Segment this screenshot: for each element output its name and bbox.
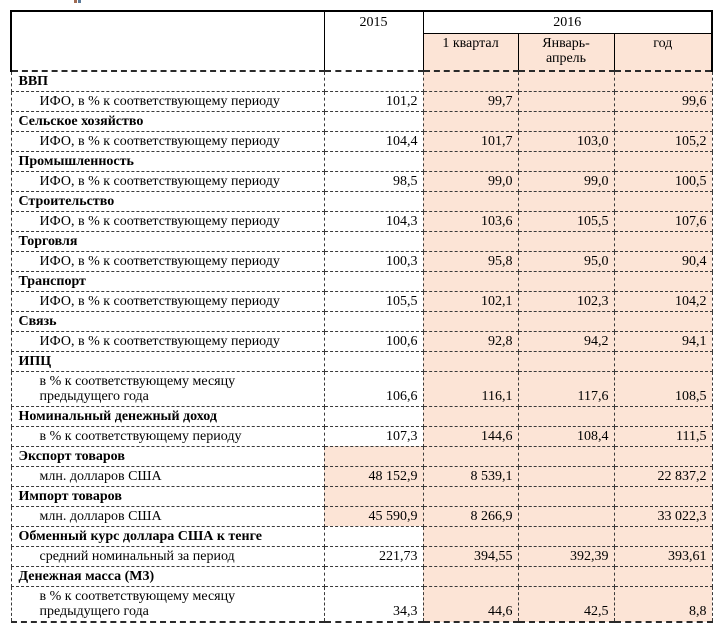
value-cell-2015: 100,6 xyxy=(324,331,423,351)
col-header-2016: 2016 xyxy=(423,11,712,34)
indicators-table xyxy=(10,10,713,623)
value-cell-2016: 8,8 xyxy=(614,586,712,622)
category-row xyxy=(11,406,712,426)
value-cell-2016: 8 266,9 xyxy=(423,506,518,526)
header-row-years xyxy=(11,11,712,34)
row-label: Экспорт товаров xyxy=(18,448,125,464)
row-label: ИФО, в % к соответствующему периоду xyxy=(39,133,280,149)
value-cell-2016: 99,0 xyxy=(518,171,614,191)
value-cell-2016 xyxy=(518,91,614,111)
value-cell-2016: 107,6 xyxy=(614,211,712,231)
row-label: в % к соответствующему месяцу xyxy=(39,588,236,604)
value-cell-2016 xyxy=(614,406,712,426)
data-row xyxy=(11,506,712,526)
indicator-label-cell xyxy=(11,171,324,191)
value-cell-2015 xyxy=(324,566,423,586)
indicator-label-cell xyxy=(11,426,324,446)
row-label: ИФО, в % к соответствующему периоду xyxy=(39,293,280,309)
value-cell-2016 xyxy=(518,406,614,426)
value-cell-2016 xyxy=(614,486,712,506)
value-cell-2015: 45 590,9 xyxy=(324,506,423,526)
row-label: ИПЦ xyxy=(18,353,52,369)
col-header-q1: 1 квартал xyxy=(423,34,518,71)
category-label-cell xyxy=(11,406,324,426)
value-cell-2016: 99,6 xyxy=(614,91,712,111)
category-label-cell xyxy=(11,566,324,586)
category-row xyxy=(11,566,712,586)
row-label: ИФО, в % к соответствующему периоду xyxy=(39,213,280,229)
value-cell-2016: 99,0 xyxy=(423,171,518,191)
value-cell-2016: 394,55 xyxy=(423,546,518,566)
value-cell-2015 xyxy=(324,311,423,331)
value-cell-2016 xyxy=(423,526,518,546)
value-cell-2015: 100,3 xyxy=(324,251,423,271)
indicator-label-cell xyxy=(11,586,324,622)
value-cell-2016 xyxy=(614,231,712,251)
category-label-cell xyxy=(11,151,324,171)
row-label: ИФО, в % к соответствующему периоду xyxy=(39,173,280,189)
value-cell-2016: 108,5 xyxy=(614,371,712,406)
indicator-label-cell xyxy=(11,466,324,486)
value-cell-2016 xyxy=(518,231,614,251)
row-label: Торговля xyxy=(18,233,78,249)
value-cell-2016 xyxy=(423,231,518,251)
category-label-cell xyxy=(11,311,324,331)
value-cell-2015: 105,5 xyxy=(324,291,423,311)
data-row xyxy=(11,251,712,271)
value-cell-2015 xyxy=(324,151,423,171)
value-cell-2016 xyxy=(518,351,614,371)
value-cell-2016: 393,61 xyxy=(614,546,712,566)
indicator-label-cell xyxy=(11,131,324,151)
row-label: в % к соответствующему месяцу xyxy=(39,373,236,389)
value-cell-2016 xyxy=(518,446,614,466)
value-cell-2016: 42,5 xyxy=(518,586,614,622)
value-cell-2016 xyxy=(518,506,614,526)
category-row xyxy=(11,446,712,466)
data-row xyxy=(11,466,712,486)
value-cell-2016: 104,2 xyxy=(614,291,712,311)
value-cell-2015: 107,3 xyxy=(324,426,423,446)
data-row xyxy=(11,91,712,111)
row-label: ВВП xyxy=(18,73,49,89)
category-row xyxy=(11,191,712,211)
category-label-cell xyxy=(11,446,324,466)
value-cell-2016: 102,1 xyxy=(423,291,518,311)
indicator-label-cell xyxy=(11,91,324,111)
data-row xyxy=(11,586,712,622)
row-label: млн. долларов США xyxy=(39,468,162,484)
value-cell-2015: 221,73 xyxy=(324,546,423,566)
value-cell-2016 xyxy=(614,446,712,466)
row-label: ИФО, в % к соответствующему периоду xyxy=(39,333,280,349)
category-row xyxy=(11,71,712,92)
value-cell-2016: 144,6 xyxy=(423,426,518,446)
category-label-cell xyxy=(11,486,324,506)
value-cell-2016 xyxy=(423,151,518,171)
value-cell-2016 xyxy=(518,151,614,171)
category-row xyxy=(11,111,712,131)
indicator-label-cell xyxy=(11,211,324,231)
empty-corner-cell xyxy=(11,11,324,71)
indicator-label-cell xyxy=(11,331,324,351)
value-cell-2016 xyxy=(614,71,712,92)
value-cell-2015 xyxy=(324,406,423,426)
category-row xyxy=(11,351,712,371)
value-cell-2016: 22 837,2 xyxy=(614,466,712,486)
data-row xyxy=(11,211,712,231)
value-cell-2016: 90,4 xyxy=(614,251,712,271)
category-label-cell xyxy=(11,191,324,211)
row-label: млн. долларов США xyxy=(39,508,162,524)
indicator-label-cell xyxy=(11,506,324,526)
value-cell-2015 xyxy=(324,351,423,371)
value-cell-2016 xyxy=(614,191,712,211)
row-label: Транспорт xyxy=(18,273,86,289)
data-row xyxy=(11,131,712,151)
value-cell-2016: 94,2 xyxy=(518,331,614,351)
row-label: средний номинальный за период xyxy=(39,548,235,564)
value-cell-2016 xyxy=(614,151,712,171)
value-cell-2015: 48 152,9 xyxy=(324,466,423,486)
value-cell-2015 xyxy=(324,446,423,466)
category-label-cell xyxy=(11,526,324,546)
value-cell-2016 xyxy=(614,526,712,546)
value-cell-2016 xyxy=(614,271,712,291)
value-cell-2016: 392,39 xyxy=(518,546,614,566)
value-cell-2015 xyxy=(324,271,423,291)
value-cell-2016: 95,0 xyxy=(518,251,614,271)
value-cell-2016 xyxy=(423,406,518,426)
value-cell-2016: 101,7 xyxy=(423,131,518,151)
value-cell-2016: 105,2 xyxy=(614,131,712,151)
row-label: Связь xyxy=(18,313,57,329)
value-cell-2016 xyxy=(518,271,614,291)
value-cell-2016 xyxy=(614,311,712,331)
value-cell-2016: 100,5 xyxy=(614,171,712,191)
data-row xyxy=(11,426,712,446)
value-cell-2015 xyxy=(324,231,423,251)
row-label: Сельское хозяйство xyxy=(18,113,144,129)
col-header-jan-apr: Январь-апрель xyxy=(518,34,614,71)
value-cell-2016 xyxy=(423,486,518,506)
value-cell-2015: 34,3 xyxy=(324,586,423,622)
row-label: Промышленность xyxy=(18,153,134,169)
value-cell-2016 xyxy=(423,271,518,291)
value-cell-2016: 99,7 xyxy=(423,91,518,111)
value-cell-2016: 33 022,3 xyxy=(614,506,712,526)
value-cell-2016: 108,4 xyxy=(518,426,614,446)
data-row xyxy=(11,171,712,191)
value-cell-2015: 98,5 xyxy=(324,171,423,191)
row-label: Строительство xyxy=(18,193,115,209)
value-cell-2016 xyxy=(423,191,518,211)
value-cell-2016: 44,6 xyxy=(423,586,518,622)
value-cell-2016 xyxy=(518,191,614,211)
value-cell-2016 xyxy=(518,111,614,131)
value-cell-2016: 92,8 xyxy=(423,331,518,351)
value-cell-2016 xyxy=(518,311,614,331)
value-cell-2015 xyxy=(324,191,423,211)
category-row xyxy=(11,231,712,251)
row-label: Импорт товаров xyxy=(18,488,122,504)
category-row xyxy=(11,526,712,546)
value-cell-2016: 102,3 xyxy=(518,291,614,311)
row-label-line2: предыдущего года xyxy=(39,603,149,619)
category-label-cell xyxy=(11,231,324,251)
value-cell-2016 xyxy=(518,526,614,546)
row-label: Денежная масса (М3) xyxy=(18,568,155,584)
cropped-text-artifact xyxy=(74,0,77,3)
value-cell-2016 xyxy=(518,566,614,586)
col-header-2015: 2015 xyxy=(324,11,423,71)
value-cell-2015: 101,2 xyxy=(324,91,423,111)
value-cell-2016 xyxy=(423,71,518,92)
value-cell-2016 xyxy=(518,486,614,506)
category-row xyxy=(11,271,712,291)
category-label-cell xyxy=(11,111,324,131)
indicator-label-cell xyxy=(11,371,324,406)
value-cell-2015: 106,6 xyxy=(324,371,423,406)
row-label: ИФО, в % к соответствующему периоду xyxy=(39,253,280,269)
value-cell-2016 xyxy=(518,466,614,486)
value-cell-2016 xyxy=(518,71,614,92)
table-header xyxy=(11,11,712,71)
value-cell-2016: 103,6 xyxy=(423,211,518,231)
row-label-line2: предыдущего года xyxy=(39,388,149,404)
value-cell-2016 xyxy=(423,311,518,331)
value-cell-2016: 117,6 xyxy=(518,371,614,406)
value-cell-2015 xyxy=(324,526,423,546)
value-cell-2015 xyxy=(324,111,423,131)
data-row xyxy=(11,331,712,351)
data-row xyxy=(11,371,712,406)
category-row xyxy=(11,486,712,506)
value-cell-2016: 103,0 xyxy=(518,131,614,151)
value-cell-2015 xyxy=(324,486,423,506)
value-cell-2016: 111,5 xyxy=(614,426,712,446)
value-cell-2015: 104,4 xyxy=(324,131,423,151)
row-label: Номинальный денежный доход xyxy=(18,408,217,424)
value-cell-2016 xyxy=(614,351,712,371)
value-cell-2016 xyxy=(423,351,518,371)
value-cell-2016: 95,8 xyxy=(423,251,518,271)
indicator-label-cell xyxy=(11,291,324,311)
category-label-cell xyxy=(11,271,324,291)
data-row xyxy=(11,546,712,566)
row-label: ИФО, в % к соответствующему периоду xyxy=(39,93,280,109)
value-cell-2016: 94,1 xyxy=(614,331,712,351)
value-cell-2015 xyxy=(324,71,423,92)
indicator-label-cell xyxy=(11,546,324,566)
category-label-cell xyxy=(11,351,324,371)
value-cell-2016 xyxy=(423,566,518,586)
value-cell-2015: 104,3 xyxy=(324,211,423,231)
value-cell-2016: 8 539,1 xyxy=(423,466,518,486)
col-header-year: год xyxy=(614,34,712,71)
indicator-label-cell xyxy=(11,251,324,271)
value-cell-2016 xyxy=(614,566,712,586)
category-row xyxy=(11,311,712,331)
category-label-cell xyxy=(11,71,324,92)
row-label: в % к соответствующему периоду xyxy=(39,428,242,444)
table-body xyxy=(11,71,712,622)
value-cell-2016 xyxy=(614,111,712,131)
row-label: Обменный курс доллара США к тенге xyxy=(18,528,262,544)
value-cell-2016: 116,1 xyxy=(423,371,518,406)
value-cell-2016 xyxy=(423,446,518,466)
value-cell-2016: 105,5 xyxy=(518,211,614,231)
category-row xyxy=(11,151,712,171)
data-row xyxy=(11,291,712,311)
value-cell-2016 xyxy=(423,111,518,131)
